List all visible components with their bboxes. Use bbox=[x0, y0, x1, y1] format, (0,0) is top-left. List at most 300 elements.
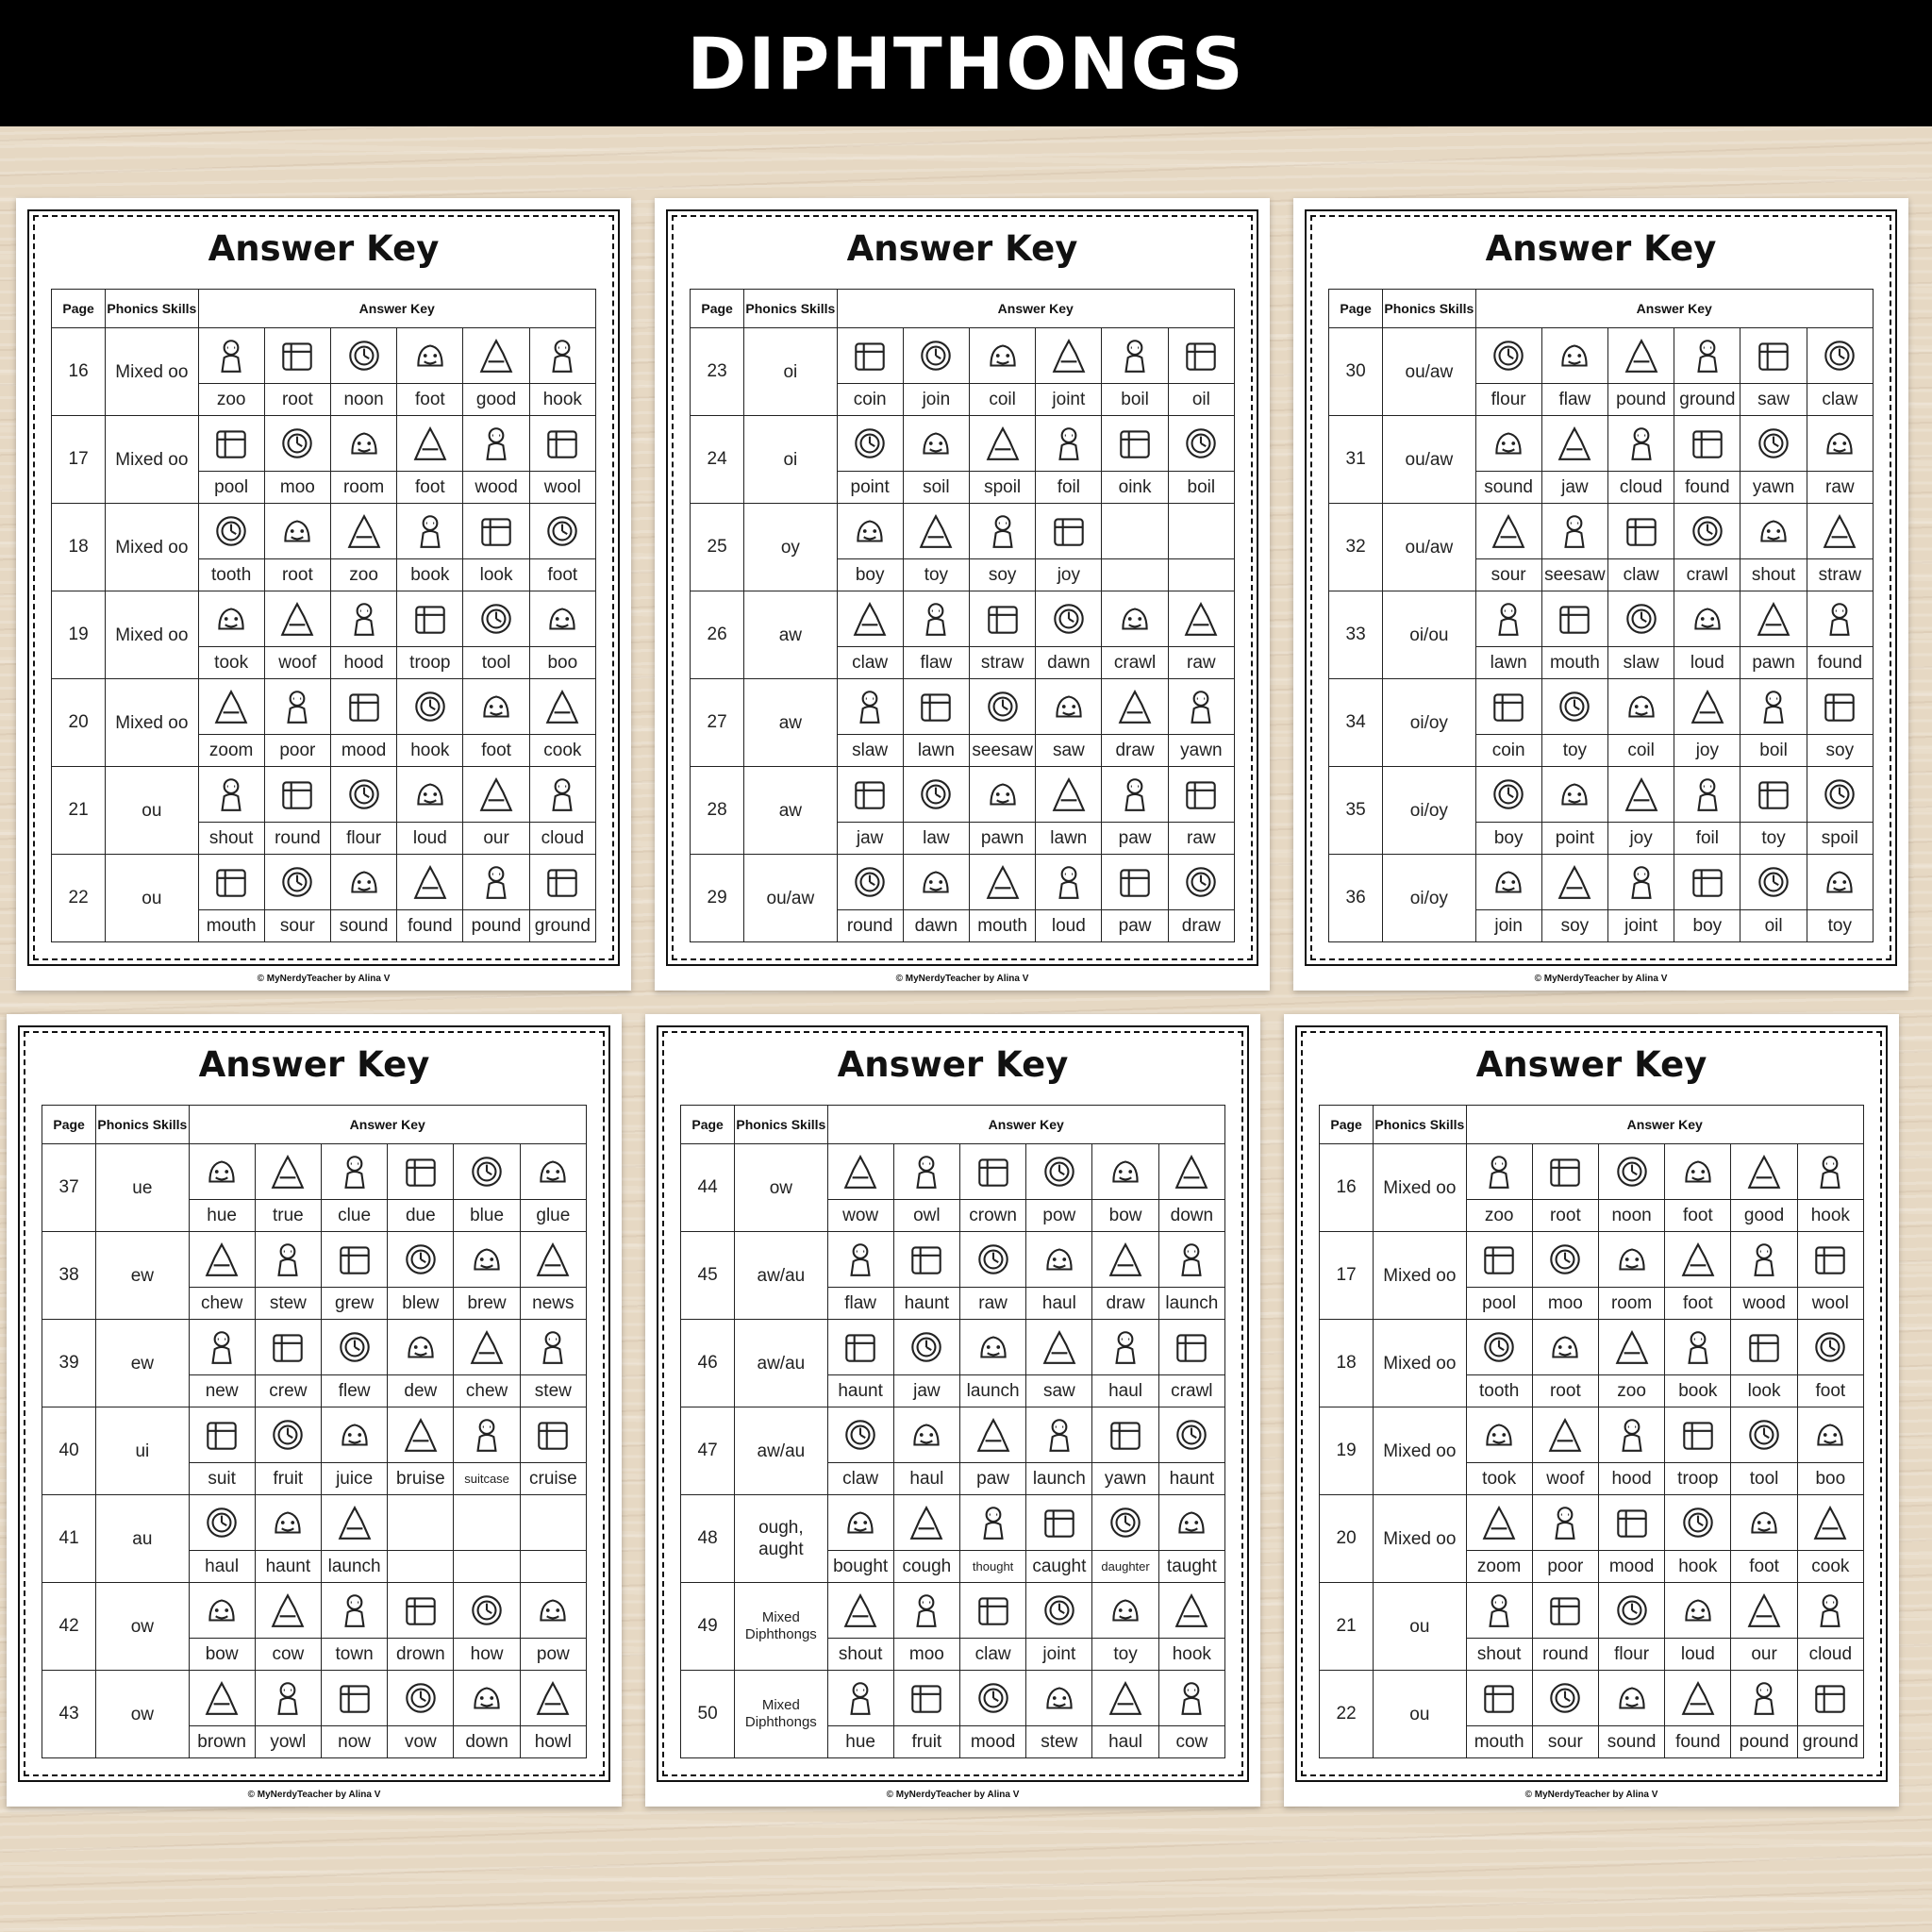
picture-cell bbox=[1665, 1583, 1731, 1639]
page-number: 38 bbox=[42, 1232, 96, 1320]
picture-cell bbox=[397, 328, 463, 384]
answer-word: chew bbox=[454, 1375, 520, 1407]
answer-word: zoom bbox=[198, 735, 264, 767]
picture-cell bbox=[959, 1671, 1025, 1726]
picture-cell bbox=[1740, 416, 1807, 472]
picture-cell bbox=[959, 1232, 1025, 1288]
answer-word: joy bbox=[1607, 823, 1674, 855]
table-row bbox=[52, 767, 596, 823]
picture-cell bbox=[1158, 1495, 1224, 1551]
picture-cell bbox=[1102, 328, 1168, 384]
blew-icon bbox=[401, 1240, 441, 1279]
stew-icon bbox=[268, 1240, 308, 1279]
answer-word: bruise bbox=[388, 1463, 454, 1495]
answer-word: pool bbox=[1466, 1288, 1532, 1320]
round-icon bbox=[1545, 1591, 1585, 1630]
picture-cell bbox=[397, 504, 463, 559]
picture-cell bbox=[1475, 591, 1541, 647]
tool-icon bbox=[1744, 1415, 1784, 1455]
answer-word: haul bbox=[1092, 1726, 1158, 1758]
picture-cell bbox=[264, 416, 330, 472]
picture-cell bbox=[1598, 1407, 1664, 1463]
stew-icon bbox=[1040, 1678, 1079, 1718]
picture-cell bbox=[1532, 1407, 1598, 1463]
answer-word: news bbox=[520, 1288, 586, 1320]
answer-word: toy bbox=[1092, 1639, 1158, 1671]
table-row bbox=[1329, 855, 1874, 910]
haul-icon bbox=[907, 1415, 946, 1455]
phonics-skill: ew bbox=[96, 1320, 189, 1407]
phonics-skill: ui bbox=[96, 1407, 189, 1495]
answer-word: boy bbox=[1475, 823, 1541, 855]
page-number: 17 bbox=[1320, 1232, 1374, 1320]
saw-icon bbox=[1040, 1327, 1079, 1367]
answer-word: moo bbox=[1532, 1288, 1598, 1320]
page-number: 19 bbox=[52, 591, 106, 679]
answer-word: our bbox=[1731, 1639, 1797, 1671]
answer-word: found bbox=[1665, 1726, 1731, 1758]
page-number: 20 bbox=[1320, 1495, 1374, 1583]
answer-word: crawl bbox=[1158, 1375, 1224, 1407]
page-number: 26 bbox=[691, 591, 744, 679]
table-row bbox=[42, 1320, 587, 1375]
picture-cell bbox=[1797, 1407, 1863, 1463]
answer-word: stew bbox=[1026, 1726, 1092, 1758]
toy-icon bbox=[1106, 1591, 1145, 1630]
tool-icon bbox=[476, 599, 516, 639]
answer-word: pound bbox=[1607, 384, 1674, 416]
answer-word: mood bbox=[1598, 1551, 1664, 1583]
picture-cell bbox=[388, 1495, 454, 1551]
claw-icon bbox=[841, 1415, 880, 1455]
picture-cell bbox=[1466, 1671, 1532, 1726]
picture-cell bbox=[1036, 591, 1102, 647]
answer-word: dawn bbox=[1036, 647, 1102, 679]
picture-cell bbox=[330, 855, 396, 910]
seesaw-icon bbox=[1555, 511, 1594, 551]
launch-icon bbox=[335, 1503, 375, 1542]
phonics-skill: aw/au bbox=[735, 1320, 827, 1407]
picture-cell bbox=[969, 591, 1035, 647]
table-row bbox=[1329, 504, 1874, 559]
answer-key-table bbox=[1328, 289, 1874, 942]
answer-word: jaw bbox=[837, 823, 903, 855]
flaw-icon bbox=[916, 599, 956, 639]
header-answer-key: Answer Key bbox=[1475, 290, 1873, 328]
picture-cell bbox=[969, 416, 1035, 472]
picture-cell bbox=[1036, 855, 1102, 910]
answer-word: bow bbox=[189, 1639, 255, 1671]
picture-cell bbox=[1475, 855, 1541, 910]
title-banner bbox=[0, 0, 1932, 126]
answer-word: cloud bbox=[1797, 1639, 1863, 1671]
table-row bbox=[42, 1232, 587, 1288]
picture-cell bbox=[1541, 855, 1607, 910]
coil-icon bbox=[1622, 687, 1661, 726]
picture-cell bbox=[463, 855, 529, 910]
answer-word: wool bbox=[529, 472, 595, 504]
picture-cell bbox=[454, 1407, 520, 1463]
answer-word: drown bbox=[388, 1639, 454, 1671]
answer-key-sheet bbox=[645, 1014, 1260, 1807]
answer-word: haunt bbox=[255, 1551, 321, 1583]
copyright-footer: © MyNerdyTeacher by Alina V bbox=[1534, 974, 1668, 984]
drown-icon bbox=[401, 1591, 441, 1630]
answer-key-table bbox=[42, 1105, 587, 1758]
answer-word: boil bbox=[1740, 735, 1807, 767]
picture-cell bbox=[1731, 1495, 1797, 1551]
ground-icon bbox=[1688, 336, 1727, 375]
picture-cell bbox=[903, 504, 969, 559]
picture-cell bbox=[454, 1495, 520, 1551]
mood-icon bbox=[344, 687, 384, 726]
picture-cell bbox=[1036, 328, 1102, 384]
picture-cell bbox=[454, 1671, 520, 1726]
picture-cell bbox=[1475, 416, 1541, 472]
answer-word: pow bbox=[1026, 1200, 1092, 1232]
answer-word: saw bbox=[1740, 384, 1807, 416]
table-row bbox=[42, 1671, 587, 1726]
page-number: 46 bbox=[681, 1320, 735, 1407]
crew-icon bbox=[268, 1327, 308, 1367]
clue-icon bbox=[335, 1152, 375, 1191]
table-row bbox=[691, 767, 1235, 823]
picture-cell bbox=[1541, 504, 1607, 559]
table-row bbox=[1329, 328, 1874, 384]
table-row bbox=[681, 1232, 1225, 1288]
haul-icon bbox=[1106, 1327, 1145, 1367]
picture-cell bbox=[1731, 1320, 1797, 1375]
picture-cell bbox=[321, 1407, 387, 1463]
picture-cell bbox=[1607, 504, 1674, 559]
answer-word: haul bbox=[893, 1463, 959, 1495]
page-number: 50 bbox=[681, 1671, 735, 1758]
claw-icon bbox=[850, 599, 890, 639]
answer-word: claw bbox=[1607, 559, 1674, 591]
table-row bbox=[681, 1583, 1225, 1639]
picture-cell bbox=[1598, 1495, 1664, 1551]
table-row bbox=[42, 1495, 587, 1551]
picture-cell bbox=[837, 504, 903, 559]
mouth-icon bbox=[983, 862, 1023, 902]
page-number: 25 bbox=[691, 504, 744, 591]
table-row bbox=[1320, 1583, 1864, 1639]
answer-word: pow bbox=[520, 1639, 586, 1671]
foot-icon bbox=[542, 511, 582, 551]
picture-cell bbox=[388, 1671, 454, 1726]
owl-icon bbox=[907, 1152, 946, 1191]
picture-cell bbox=[1168, 679, 1234, 735]
picture-cell bbox=[330, 328, 396, 384]
picture-cell bbox=[837, 416, 903, 472]
table-row bbox=[52, 679, 596, 735]
hood-icon bbox=[1612, 1415, 1652, 1455]
slaw-icon bbox=[850, 687, 890, 726]
answer-word: launch bbox=[1026, 1463, 1092, 1495]
picture-cell bbox=[959, 1144, 1025, 1200]
hue-icon bbox=[202, 1152, 242, 1191]
header-answer-key: Answer Key bbox=[827, 1106, 1224, 1144]
picture-cell bbox=[1797, 1144, 1863, 1200]
answer-word: flew bbox=[321, 1375, 387, 1407]
page-number: 47 bbox=[681, 1407, 735, 1495]
picture-cell bbox=[463, 767, 529, 823]
bought-icon bbox=[841, 1503, 880, 1542]
picture-cell bbox=[529, 328, 595, 384]
answer-word: joint bbox=[1026, 1639, 1092, 1671]
picture-cell bbox=[198, 416, 264, 472]
picture-cell bbox=[903, 855, 969, 910]
answer-word: raw bbox=[1168, 823, 1234, 855]
answer-word: claw bbox=[1807, 384, 1873, 416]
answer-word: law bbox=[903, 823, 969, 855]
how-icon bbox=[467, 1591, 507, 1630]
picture-cell bbox=[198, 504, 264, 559]
root-icon bbox=[277, 511, 317, 551]
picture-cell bbox=[321, 1144, 387, 1200]
answer-key-sheet bbox=[655, 198, 1270, 991]
answer-word: round bbox=[837, 910, 903, 942]
answer-word: tooth bbox=[1466, 1375, 1532, 1407]
yowl-icon bbox=[268, 1678, 308, 1718]
picture-cell bbox=[1092, 1583, 1158, 1639]
picture-cell bbox=[969, 504, 1035, 559]
wool-icon bbox=[1810, 1240, 1850, 1279]
crawl-icon bbox=[1115, 599, 1155, 639]
blue-icon bbox=[467, 1152, 507, 1191]
picture-cell bbox=[1102, 416, 1168, 472]
table-row bbox=[1329, 591, 1874, 647]
answer-word: toy bbox=[903, 559, 969, 591]
down-icon bbox=[467, 1678, 507, 1718]
picture-cell bbox=[189, 1583, 255, 1639]
found-icon bbox=[1820, 599, 1859, 639]
phonics-skill: ou bbox=[106, 767, 198, 855]
answer-word: pawn bbox=[969, 823, 1035, 855]
picture-cell bbox=[1665, 1407, 1731, 1463]
answer-key-table bbox=[51, 289, 596, 942]
answer-word: zoo bbox=[1598, 1375, 1664, 1407]
page-number: 37 bbox=[42, 1144, 96, 1232]
answer-word: soy bbox=[1807, 735, 1873, 767]
picture-cell bbox=[388, 1232, 454, 1288]
picture-cell bbox=[1740, 855, 1807, 910]
answer-word: saw bbox=[1036, 735, 1102, 767]
table-row bbox=[1320, 1232, 1864, 1288]
answer-word: stew bbox=[520, 1375, 586, 1407]
law-icon bbox=[916, 774, 956, 814]
answer-word: root bbox=[264, 384, 330, 416]
answer-word: thought bbox=[959, 1551, 1025, 1583]
answer-word: glue bbox=[520, 1200, 586, 1232]
soil-icon bbox=[916, 424, 956, 463]
claw-icon bbox=[974, 1591, 1013, 1630]
answer-word: flaw bbox=[1541, 384, 1607, 416]
answer-word: cow bbox=[1158, 1726, 1224, 1758]
picture-cell bbox=[1797, 1583, 1863, 1639]
soy-icon bbox=[1555, 862, 1594, 902]
answer-word: root bbox=[1532, 1200, 1598, 1232]
answer-word: blew bbox=[388, 1288, 454, 1320]
picture-cell bbox=[959, 1583, 1025, 1639]
noon-icon bbox=[1612, 1152, 1652, 1191]
picture-cell bbox=[388, 1583, 454, 1639]
cow-icon bbox=[1172, 1678, 1211, 1718]
mood-icon bbox=[974, 1678, 1013, 1718]
answer-word: haunt bbox=[1158, 1463, 1224, 1495]
picture-cell bbox=[1026, 1407, 1092, 1463]
phonics-skill: aw/au bbox=[735, 1232, 827, 1320]
spoil-icon bbox=[1820, 774, 1859, 814]
answer-word: root bbox=[264, 559, 330, 591]
table-row bbox=[1329, 416, 1874, 472]
header-page: Page bbox=[1320, 1106, 1374, 1144]
phonics-skill: Mixed oo bbox=[106, 504, 198, 591]
picture-cell bbox=[321, 1671, 387, 1726]
vow-icon bbox=[401, 1678, 441, 1718]
pound-icon bbox=[1622, 336, 1661, 375]
picture-cell bbox=[1168, 504, 1234, 559]
picture-cell bbox=[198, 591, 264, 647]
answer-word: hood bbox=[1598, 1463, 1664, 1495]
answer-word: joint bbox=[1036, 384, 1102, 416]
draw-icon bbox=[1181, 862, 1221, 902]
answer-word: new bbox=[189, 1375, 255, 1407]
foot-icon bbox=[410, 424, 450, 463]
picture-cell bbox=[969, 767, 1035, 823]
raw-icon bbox=[974, 1240, 1013, 1279]
picture-cell bbox=[827, 1407, 893, 1463]
page-number: 31 bbox=[1329, 416, 1383, 504]
picture-cell bbox=[321, 1232, 387, 1288]
news-icon bbox=[533, 1240, 573, 1279]
picture-cell bbox=[463, 679, 529, 735]
phonics-skill: ough, aught bbox=[735, 1495, 827, 1583]
picture-cell bbox=[454, 1232, 520, 1288]
coin-icon bbox=[850, 336, 890, 375]
picture-cell bbox=[1158, 1144, 1224, 1200]
picture-cell bbox=[1665, 1671, 1731, 1726]
zoo-icon bbox=[344, 511, 384, 551]
launch-icon bbox=[974, 1327, 1013, 1367]
coin-icon bbox=[1489, 687, 1528, 726]
picture-cell bbox=[189, 1407, 255, 1463]
foot-icon bbox=[476, 687, 516, 726]
picture-cell bbox=[255, 1320, 321, 1375]
picture-cell bbox=[1541, 767, 1607, 823]
picture-cell bbox=[1674, 855, 1740, 910]
answer-word bbox=[520, 1551, 586, 1583]
table-row bbox=[52, 416, 596, 472]
wood-icon bbox=[476, 424, 516, 463]
toy-icon bbox=[916, 511, 956, 551]
answer-word: claw bbox=[837, 647, 903, 679]
page-number: 45 bbox=[681, 1232, 735, 1320]
phonics-skill: au bbox=[96, 1495, 189, 1583]
table-row bbox=[681, 1144, 1225, 1200]
haunt-icon bbox=[268, 1503, 308, 1542]
answer-word: sound bbox=[1598, 1726, 1664, 1758]
answer-word: slaw bbox=[837, 735, 903, 767]
copyright-footer: © MyNerdyTeacher by Alina V bbox=[257, 974, 391, 984]
picture-cell bbox=[959, 1320, 1025, 1375]
picture-cell bbox=[1026, 1671, 1092, 1726]
answer-word: soy bbox=[1541, 910, 1607, 942]
sound-icon bbox=[1612, 1678, 1652, 1718]
picture-cell bbox=[893, 1407, 959, 1463]
answer-word: wow bbox=[827, 1200, 893, 1232]
daughter-icon bbox=[1106, 1503, 1145, 1542]
cloud-icon bbox=[1810, 1591, 1850, 1630]
answer-word: foil bbox=[1036, 472, 1102, 504]
hook-icon bbox=[542, 336, 582, 375]
answer-word: spoil bbox=[1807, 823, 1873, 855]
zoo-icon bbox=[1479, 1152, 1519, 1191]
join-icon bbox=[1489, 862, 1528, 902]
flaw-icon bbox=[841, 1240, 880, 1279]
answer-word: root bbox=[1532, 1375, 1598, 1407]
page-number: 18 bbox=[52, 504, 106, 591]
joy-icon bbox=[1049, 511, 1089, 551]
phonics-skill: Mixed oo bbox=[106, 591, 198, 679]
picture-cell bbox=[827, 1144, 893, 1200]
ground-icon bbox=[1810, 1678, 1850, 1718]
cloud-icon bbox=[1622, 424, 1661, 463]
answer-word: down bbox=[454, 1726, 520, 1758]
picture-cell bbox=[454, 1583, 520, 1639]
picture-cell bbox=[198, 679, 264, 735]
suit-icon bbox=[202, 1415, 242, 1455]
answer-key-sheet bbox=[1293, 198, 1908, 991]
picture-cell bbox=[903, 416, 969, 472]
picture-cell bbox=[1797, 1320, 1863, 1375]
picture-cell bbox=[837, 855, 903, 910]
joy-icon bbox=[1688, 687, 1727, 726]
answer-word: woof bbox=[264, 647, 330, 679]
hook-icon bbox=[1172, 1591, 1211, 1630]
draw-icon bbox=[1115, 687, 1155, 726]
answer-word: down bbox=[1158, 1200, 1224, 1232]
answer-word: paw bbox=[1102, 910, 1168, 942]
good-icon bbox=[476, 336, 516, 375]
cow-icon bbox=[268, 1591, 308, 1630]
picture-cell bbox=[397, 416, 463, 472]
foot-icon bbox=[410, 336, 450, 375]
picture-cell bbox=[837, 328, 903, 384]
round-icon bbox=[277, 774, 317, 814]
page-number: 22 bbox=[52, 855, 106, 942]
table-row bbox=[691, 328, 1235, 384]
crawl-icon bbox=[1688, 511, 1727, 551]
found-icon bbox=[1678, 1678, 1718, 1718]
answer-word: oil bbox=[1740, 910, 1807, 942]
picture-cell bbox=[330, 679, 396, 735]
answer-word: draw bbox=[1168, 910, 1234, 942]
picture-cell bbox=[198, 767, 264, 823]
answer-word: shout bbox=[198, 823, 264, 855]
answer-word: good bbox=[463, 384, 529, 416]
flew-icon bbox=[335, 1327, 375, 1367]
picture-cell bbox=[1532, 1583, 1598, 1639]
sheet-title: Answer Key bbox=[837, 1044, 1069, 1085]
picture-cell bbox=[1475, 679, 1541, 735]
picture-cell bbox=[893, 1671, 959, 1726]
answer-word: ground bbox=[529, 910, 595, 942]
picture-cell bbox=[198, 328, 264, 384]
picture-cell bbox=[330, 767, 396, 823]
answer-word: slaw bbox=[1607, 647, 1674, 679]
answer-word: hook bbox=[1158, 1639, 1224, 1671]
